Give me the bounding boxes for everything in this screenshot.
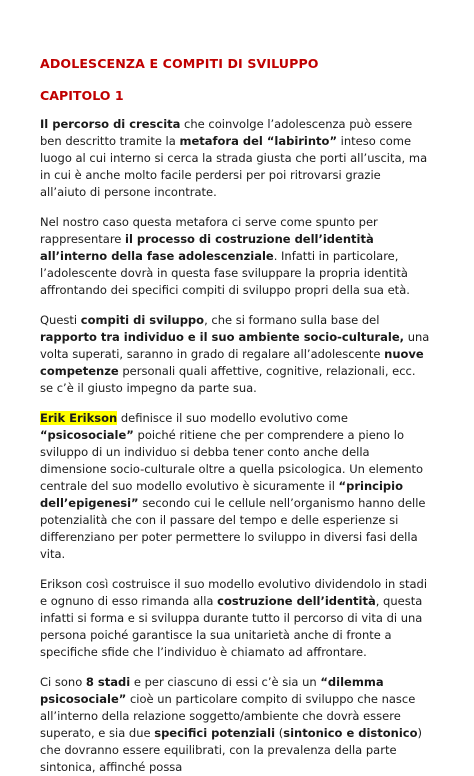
text-run: poiché ritiene che per comprendere a pieno lo sviluppo di un individuo si debba tener conto anche della dimensione socio-culturale oltre a quella psicologica. Un elemento centrale del suo modello evolutivo è sicuramente il — [40, 428, 424, 493]
text-run: inteso come luogo al cui interno si cerca la strada giusta che porti all’uscita, ma in cui è anche molto facile perdersi per poi ritrovarsi grazie all’aiuto di persone incontrate. — [40, 134, 428, 199]
text-run: Questi — [40, 313, 81, 327]
text-run: e per ciascuno di essi c’è sia un — [130, 675, 321, 689]
text-run: definisce il suo modello evolutivo come — [117, 411, 348, 425]
bold-text: sintonico e distonico — [283, 726, 418, 740]
bold-text: Il percorso di crescita — [40, 117, 181, 131]
bold-text: rapporto tra individuo e il suo ambiente socio-culturale, — [40, 330, 405, 344]
text-run: una volta superati, saranno in grado di regalare all’adolescente — [40, 330, 430, 361]
bold-text: costruzione dell’identità — [217, 594, 376, 608]
text-run: ( — [275, 726, 284, 740]
document-title: ADOLESCENZA E COMPITI DI SVILUPPO — [40, 56, 319, 71]
bold-text: 8 stadi — [85, 675, 131, 689]
bold-text: il processo di costruzione dell’identità all’interno della fase adolescenziale — [40, 232, 374, 263]
text-run: Ci sono — [40, 675, 86, 689]
highlighted-text: Erik Erikson — [40, 411, 118, 425]
document-body — [40, 116, 430, 776]
text-run: che coinvolge l’adolescenza può essere ben descritto tramite la — [40, 117, 413, 148]
bold-text: metafora del “labirinto” — [179, 134, 338, 148]
text-run: personali quali affettive, cognitive, relazionali, ecc. se c’è il giusto impegno da parte sua. — [40, 364, 416, 395]
paragraph — [40, 312, 430, 397]
paragraph — [40, 214, 430, 299]
text-run: secondo cui le cellule nell’organismo hanno delle potenzialità che con il passare del tempo e delle esperienze si differenziano per poter permettere lo sviluppo in diversi fasi della vita. — [40, 496, 426, 561]
text-run: , che si formano sulla base del — [204, 313, 380, 327]
bold-text: “principio dell’epigenesi” — [40, 479, 403, 510]
bold-text: “dilemma psicosociale” — [40, 675, 384, 706]
text-run: , questa infatti si forma e si sviluppa durante tutto il percorso di vita di una persona poiché garantisce la sua unitarietà anche di fronte a specifiche sfide che l’individuo è chiamato ad affrontare. — [40, 594, 423, 659]
text-run: Erikson così costruisce il suo modello evolutivo dividendolo in stadi e ognuno di esso rimanda alla — [40, 577, 428, 608]
paragraph — [40, 116, 430, 201]
bold-text: “psicosociale” — [40, 428, 134, 442]
bold-text: compiti di sviluppo — [80, 313, 205, 327]
paragraph — [40, 674, 430, 776]
text-run: cioè un particolare compito di sviluppo che nasce all’interno della relazione soggetto/ambiente che dovrà essere superato, e sia due — [40, 692, 416, 740]
bold-text: specifici potenziali — [154, 726, 276, 740]
bold-text: nuove competenze — [40, 347, 424, 378]
chapter-heading: CAPITOLO 1 — [40, 88, 124, 103]
text-run: Nel nostro caso questa metafora ci serve come spunto per rappresentare — [40, 215, 378, 246]
paragraph — [40, 576, 430, 661]
text-run: . Infatti in particolare, l’adolescente dovrà in questa fase sviluppare la propria identità affrontando dei specifici compiti di sviluppo propri della sua età. — [40, 249, 410, 297]
text-run: ) che dovranno essere equilibrati, con la prevalenza della parte sintonica, affinché possa — [40, 726, 423, 774]
paragraph — [40, 410, 430, 563]
